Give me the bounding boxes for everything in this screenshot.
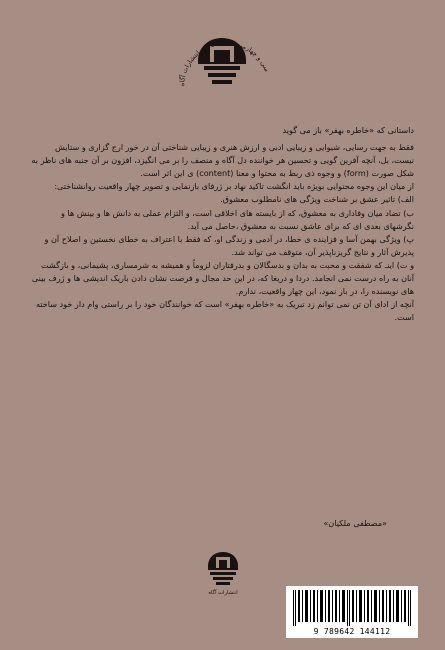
paragraph-be: ب) تضاد میان وفاداری به معشوق، که از بایسته های اخلاقی است، و التزام عملی به دانش ها و بینش ها و نگرشهای بعدی ای که برای عاشق نسبت به معشوق ،حاصل می آید. xyxy=(61,207,414,231)
intro-line: داستانی که «خاطره بهفر» باز می گوید xyxy=(282,125,414,135)
publisher-logo-bottom xyxy=(194,548,252,598)
dome-emblem-icon xyxy=(208,552,238,585)
barcode-digits: 9 789642 144112 xyxy=(313,627,391,636)
paragraph-alef: الف) تاثیر عشق بر شناخت ویژگی های نامطلوب معشوق. xyxy=(220,194,414,205)
publisher-logo-arc-text: سی و چهارمین سال فعالیت انتشارات آگاه xyxy=(177,38,271,87)
paragraph-te: و ت) اینـ که شفقت و محبت به بدان و بدسگالان و بدرفتاران لزوماً و همیشه به شرمساری، پشیمانی، و بازگشت آنان به راه درست نمی انجامد. دردا و دریغا که، در این حد مجال و فرصت نشان دادن باریک اندیشی ها و ژرف بینی های نویسنده را، در باز نمود، این چهار واقعیت، ندارم. xyxy=(31,259,414,297)
paragraph-four-realities: از میان این وجوه محتوایی بویژه باید انگشت تاکید نهاد بر ژرفای بازنمایی و تصویر چهار واقعیت روانشناختی: xyxy=(54,181,414,192)
back-cover-text xyxy=(30,124,414,324)
publisher-name: انتشارات آگاه xyxy=(208,590,238,596)
barcode-bars-icon xyxy=(291,590,413,626)
isbn-barcode xyxy=(286,586,418,638)
publisher-logo-top xyxy=(174,28,272,110)
paragraph-form-content: فقط به جهت رسایی، شیوایی و زیبایی ادبی و ارزش هنری و زیبایی شناختی آن در خور ارج گزاری و ستایش نیست، بل، آنچه آفرین گویی و تحسین هر خواننده دل آگاه و منصف را بر می انگیزد، افزون بر آن جنبه های ناظر به شکل صورت (form) و وجوه ذی ربط به محتوا و معنا (content) ی این اثر است. xyxy=(31,142,414,179)
paragraph-pe: پ) ویژگی بهمن آسا و فزاینده ی خطا، در آدمی و زندگی او، که فقط با اعتراف به خطای نخستین و اصلاح آن و پذیرش آثار و نتایج گریزناپذیر آن، متوقف می تواند شد. xyxy=(44,233,414,257)
paragraph-congratulation: آنچه از ادای آن تن نمی توانم زد تبریک به «خاطره بهفر» است که خوانندگان خود را بر راستی وام دار خود ساخته است. xyxy=(35,299,414,323)
author-signature: «مصطفی ملکیان» xyxy=(323,518,387,528)
